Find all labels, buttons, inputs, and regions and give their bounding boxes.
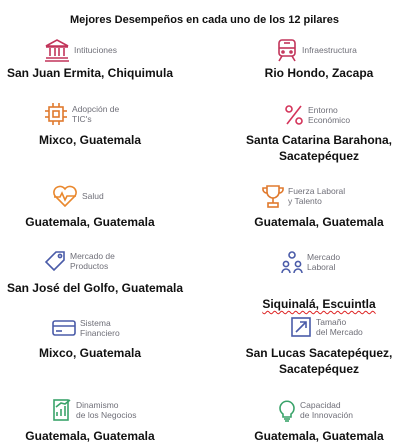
pillar-label: Adopción de TIC's [72, 104, 120, 124]
winner-entorno-economico: Santa Catarina Barahona, Sacatepéquez [245, 133, 393, 163]
chip-icon [44, 102, 68, 126]
winner-text: Siquinalá, Escuintla [262, 297, 376, 311]
tag-icon [44, 250, 66, 272]
pillar-label: Sistema Financiero [80, 318, 120, 338]
institution-icon [44, 38, 70, 62]
pillar-tic [44, 102, 119, 126]
expand-icon [290, 316, 312, 338]
winner-capacidad-innovacion: Guatemala, Guatemala [254, 429, 384, 443]
winner-infraestructura: Rio Hondo, Zacapa [264, 66, 374, 80]
pillar-infraestructura [276, 38, 357, 62]
bulb-icon [278, 398, 296, 422]
pillar-mercado-laboral [281, 250, 340, 274]
pillar-capacidad-innovacion [278, 398, 353, 422]
percent-icon [284, 104, 304, 126]
page-title: Mejores Desempeños en cada uno de los 12 pilares [70, 14, 339, 26]
pillar-dinamismo-negocios [52, 398, 136, 422]
pillar-label: Intituciones [74, 45, 117, 55]
trophy-icon [262, 184, 284, 208]
train-icon [276, 38, 298, 62]
pillar-label: Fuerza Laboral y Talento [288, 186, 346, 206]
pillar-label: Capacidad de Innovación [300, 400, 353, 420]
pillar-sistema-financiero [52, 318, 120, 338]
winner-salud: Guatemala, Guatemala [25, 215, 155, 229]
pillar-instituciones [44, 38, 117, 62]
pillar-label: Mercado Laboral [307, 252, 341, 272]
growth-icon [52, 398, 72, 422]
winner-mercado-laboral [229, 280, 409, 312]
winner-instituciones: San Juan Ermita, Chiquimula [6, 66, 174, 80]
pillar-label: Dinamismo de los Negocios [76, 400, 137, 420]
pillar-salud [52, 185, 104, 207]
pillar-fuerza-laboral [262, 184, 345, 208]
winner-mercado-productos: San José del Golfo, Guatemala [6, 281, 184, 295]
pillar-label: Entorno Económico [308, 105, 351, 125]
heart-pulse-icon [52, 185, 78, 207]
winner-dinamismo-negocios: Guatemala, Guatemala [25, 429, 155, 443]
pillar-label: Infraestructura [302, 45, 357, 55]
winner-sistema-financiero: Mixco, Guatemala [38, 346, 142, 360]
pillar-label: Salud [82, 191, 104, 201]
card-icon [52, 318, 76, 338]
pillar-label: Mercado de Productos [70, 251, 115, 271]
pillar-tamano-mercado [290, 316, 363, 338]
winner-fuerza-laboral: Guatemala, Guatemala [254, 215, 384, 229]
winner-tamano-mercado: San Lucas Sacatepéquez, Sacatepéquez [245, 346, 393, 376]
pillar-label: Tamaño del Mercado [316, 317, 363, 337]
winner-tic: Mixco, Guatemala [38, 133, 142, 147]
people-icon [281, 250, 303, 274]
pillar-entorno-economico [284, 104, 350, 126]
pillar-mercado-productos [44, 250, 115, 272]
